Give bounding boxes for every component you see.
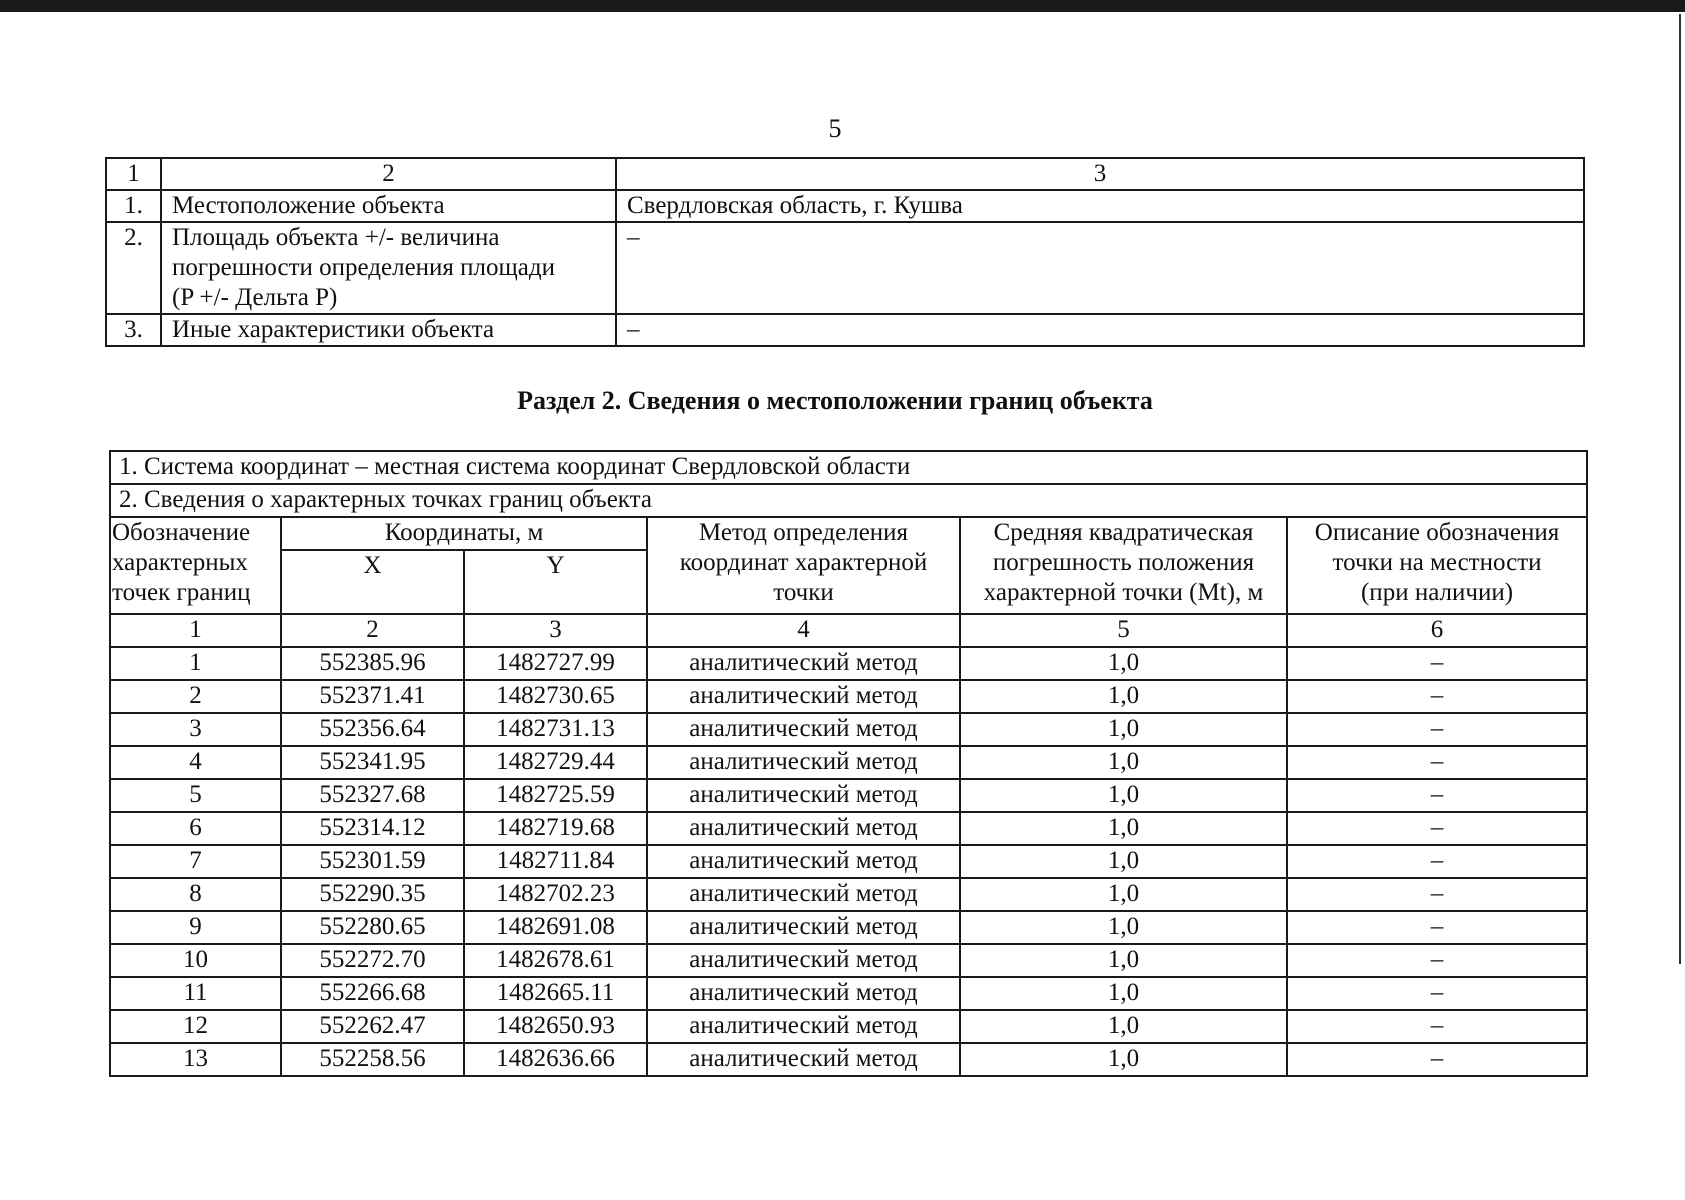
coord-x: 552266.68	[281, 977, 464, 1010]
table-row	[110, 680, 1587, 713]
coord-x: 552371.41	[281, 680, 464, 713]
point-number: 4	[110, 746, 281, 779]
description: –	[1287, 911, 1587, 944]
characteristic-name: Иные характеристики объекта	[161, 314, 616, 346]
point-number: 1	[110, 647, 281, 680]
method: аналитический метод	[647, 647, 960, 680]
coord-y: 1482711.84	[464, 845, 647, 878]
description: –	[1287, 812, 1587, 845]
characteristic-value: –	[616, 222, 1584, 314]
mean-error: 1,0	[960, 812, 1287, 845]
coord-y: 1482665.11	[464, 977, 647, 1010]
header-description	[1287, 517, 1587, 614]
coord-y: 1482636.66	[464, 1043, 647, 1076]
text-line: характерной точки (Mt), м	[983, 579, 1264, 606]
coord-x: 552301.59	[281, 845, 464, 878]
text-line: характерных	[112, 549, 248, 576]
description: –	[1287, 680, 1587, 713]
table-row	[110, 1043, 1587, 1076]
point-number: 8	[110, 878, 281, 911]
text-line: координат характерной	[679, 549, 928, 576]
table-row	[106, 222, 1584, 314]
section-title: Раздел 2. Сведения о местоположении границ объекта	[517, 386, 1153, 415]
method: аналитический метод	[647, 680, 960, 713]
row-number: 2.	[106, 222, 161, 314]
column-number: 4	[647, 614, 960, 647]
point-number: 5	[110, 779, 281, 812]
object-characteristics-table	[105, 157, 1585, 347]
header-coordinates: Координаты, м	[281, 517, 647, 550]
text-line: Метод определения	[698, 519, 909, 546]
point-rows	[110, 647, 1587, 1076]
mean-error: 1,0	[960, 647, 1287, 680]
table-row	[110, 878, 1587, 911]
table-row	[110, 746, 1587, 779]
text-line: точки на местности	[1332, 549, 1542, 576]
text-line: Описание обозначения	[1314, 519, 1560, 546]
point-number: 3	[110, 713, 281, 746]
coord-x: 552356.64	[281, 713, 464, 746]
table-row	[110, 845, 1587, 878]
mean-error: 1,0	[960, 878, 1287, 911]
column-number: 3	[464, 614, 647, 647]
method: аналитический метод	[647, 911, 960, 944]
characteristic-value: Свердловская область, г. Кушва	[616, 190, 1584, 222]
coordinate-system-cell: 1. Система координат – местная система координат Свердловской области	[110, 451, 1587, 484]
header-cell: 3	[616, 158, 1584, 190]
header-mean-error	[960, 517, 1287, 614]
method: аналитический метод	[647, 1043, 960, 1076]
coord-x: 552327.68	[281, 779, 464, 812]
row-number: 1.	[106, 190, 161, 222]
text-line: точки	[773, 579, 834, 606]
method: аналитический метод	[647, 746, 960, 779]
method: аналитический метод	[647, 779, 960, 812]
method: аналитический метод	[647, 944, 960, 977]
table-header-row	[106, 158, 1584, 190]
coord-x: 552258.56	[281, 1043, 464, 1076]
table-header-row	[110, 517, 1587, 550]
description: –	[1287, 647, 1587, 680]
coord-y: 1482725.59	[464, 779, 647, 812]
coord-x: 552262.47	[281, 1010, 464, 1043]
mean-error: 1,0	[960, 713, 1287, 746]
description: –	[1287, 713, 1587, 746]
row-number: 3.	[106, 314, 161, 346]
text-line: точек границ	[112, 579, 251, 606]
column-number: 5	[960, 614, 1287, 647]
column-number: 1	[110, 614, 281, 647]
mean-error: 1,0	[960, 977, 1287, 1010]
text-line: Обозначение	[112, 519, 251, 546]
coord-x: 552314.12	[281, 812, 464, 845]
description: –	[1287, 977, 1587, 1010]
description: –	[1287, 944, 1587, 977]
coord-x: 552272.70	[281, 944, 464, 977]
description: –	[1287, 1010, 1587, 1043]
coord-y: 1482650.93	[464, 1010, 647, 1043]
coord-y: 1482678.61	[464, 944, 647, 977]
header-method	[647, 517, 960, 614]
table-row	[110, 812, 1587, 845]
point-number: 2	[110, 680, 281, 713]
coord-y: 1482731.13	[464, 713, 647, 746]
coord-y: 1482719.68	[464, 812, 647, 845]
point-number: 12	[110, 1010, 281, 1043]
text-line: Средняя квадратическая	[993, 519, 1254, 546]
description: –	[1287, 779, 1587, 812]
characteristic-name	[161, 222, 616, 314]
header-x: X	[281, 550, 464, 614]
coord-y: 1482702.23	[464, 878, 647, 911]
mean-error: 1,0	[960, 680, 1287, 713]
table-row	[110, 977, 1587, 1010]
column-number: 2	[281, 614, 464, 647]
description: –	[1287, 845, 1587, 878]
table-row	[106, 190, 1584, 222]
header-cell: 1	[106, 158, 161, 190]
description: –	[1287, 746, 1587, 779]
mean-error: 1,0	[960, 1043, 1287, 1076]
mean-error: 1,0	[960, 746, 1287, 779]
method: аналитический метод	[647, 878, 960, 911]
characteristic-value: –	[616, 314, 1584, 346]
point-number: 7	[110, 845, 281, 878]
table-row	[106, 314, 1584, 346]
point-number: 9	[110, 911, 281, 944]
mean-error: 1,0	[960, 779, 1287, 812]
top-border-line	[0, 0, 1685, 12]
header-y: Y	[464, 550, 647, 614]
text-line: погрешность положения	[992, 549, 1255, 576]
method: аналитический метод	[647, 713, 960, 746]
description: –	[1287, 1043, 1587, 1076]
method: аналитический метод	[647, 812, 960, 845]
method: аналитический метод	[647, 845, 960, 878]
mean-error: 1,0	[960, 944, 1287, 977]
mean-error: 1,0	[960, 911, 1287, 944]
coord-y: 1482730.65	[464, 680, 647, 713]
mean-error: 1,0	[960, 1010, 1287, 1043]
text-line: (P +/- Дельта P)	[172, 284, 338, 311]
point-number: 10	[110, 944, 281, 977]
boundary-points-table	[109, 450, 1588, 1077]
column-number-row	[110, 614, 1587, 647]
method: аналитический метод	[647, 977, 960, 1010]
point-number: 11	[110, 977, 281, 1010]
column-number: 6	[1287, 614, 1587, 647]
characteristic-name: Местоположение объекта	[161, 190, 616, 222]
table-row	[110, 911, 1587, 944]
table-row	[110, 1010, 1587, 1043]
coord-x: 552290.35	[281, 878, 464, 911]
text-line: погрешности определения площади	[172, 254, 555, 281]
coord-x: 552341.95	[281, 746, 464, 779]
point-number: 6	[110, 812, 281, 845]
page-number: 5	[828, 114, 842, 143]
mean-error: 1,0	[960, 845, 1287, 878]
description: –	[1287, 878, 1587, 911]
point-number: 13	[110, 1043, 281, 1076]
text-line: Площадь объекта +/- величина	[172, 224, 500, 251]
coord-y: 1482691.08	[464, 911, 647, 944]
coord-x: 552385.96	[281, 647, 464, 680]
right-border-line	[1679, 14, 1681, 964]
coord-y: 1482727.99	[464, 647, 647, 680]
text-line: (при наличии)	[1360, 579, 1514, 606]
table-row	[110, 944, 1587, 977]
coord-x: 552280.65	[281, 911, 464, 944]
header-cell: 2	[161, 158, 616, 190]
points-info-row	[110, 484, 1587, 517]
coordinate-system-row	[110, 451, 1587, 484]
method: аналитический метод	[647, 1010, 960, 1043]
table-row	[110, 779, 1587, 812]
coord-y: 1482729.44	[464, 746, 647, 779]
header-point-designation	[110, 517, 281, 614]
points-info-cell: 2. Сведения о характерных точках границ объекта	[110, 484, 1587, 517]
table-row	[110, 647, 1587, 680]
table-row	[110, 713, 1587, 746]
